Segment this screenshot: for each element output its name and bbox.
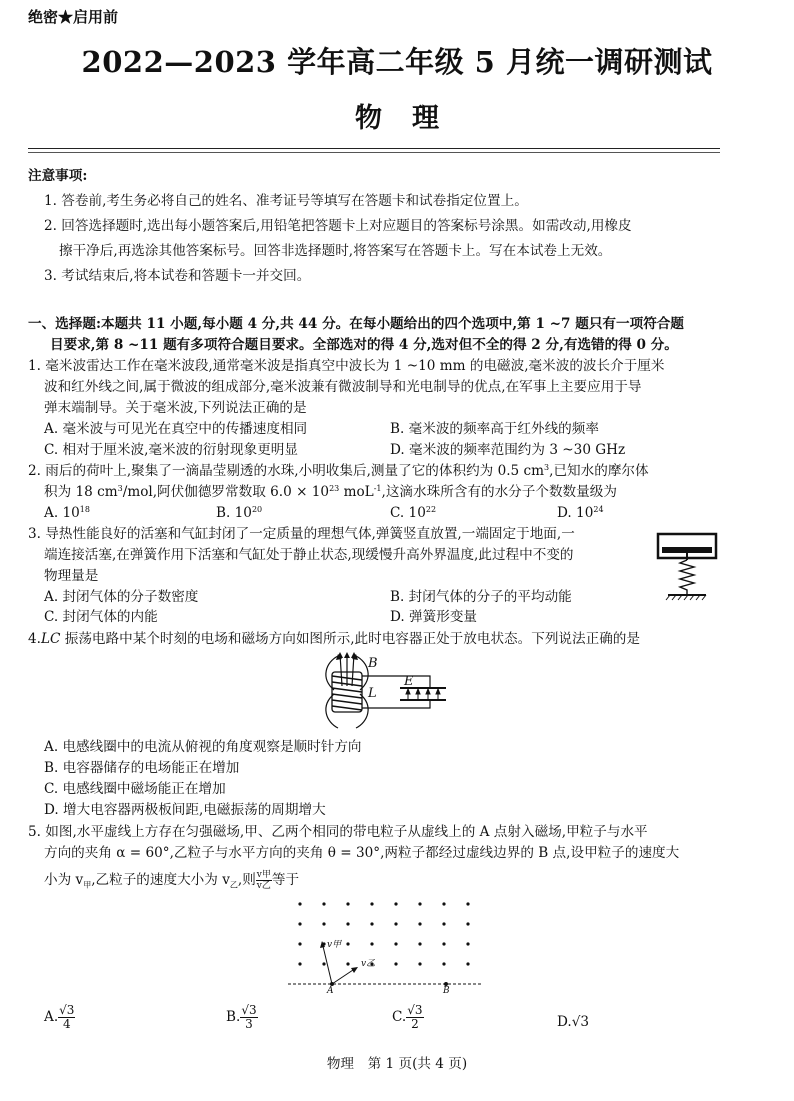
section-heading: 一、选择题:本题共 11 小题,每小题 4 分,共 44 分。在每小题给出的四个选项中,第 1 ~7 题只有一项符合题 [28, 316, 684, 332]
field-dot [418, 962, 421, 965]
question-3-text: 3. 导热性能良好的活塞和气缸封闭了一定质量的理想气体,弹簧竖直放置,一端固定于地面,一 [28, 526, 575, 542]
question-4-option-a: A. 电感线圈中的电流从俯视的角度观察是顺时针方向 [44, 739, 362, 755]
field-dot [370, 902, 373, 905]
label-v-yi: v乙 [361, 959, 376, 969]
field-dot [394, 922, 397, 925]
header-divider [28, 148, 720, 149]
notice-item: 1. 答卷前,考生务必将自己的姓名、准考证号等填写在答题卡和试卷指定位置上。 [44, 193, 528, 209]
field-dot [466, 962, 469, 965]
label-point-b: B [443, 986, 450, 996]
question-2-text: 2. 雨后的荷叶上,聚集了一滴晶莹剔透的水珠,小明收集后,测量了它的体积约为 0.5 $cm^3$,已知水的摩尔体 [28, 463, 649, 479]
header-divider-thin [28, 152, 720, 153]
question-4-option-d: D. 增大电容器两极板间距,电磁振荡的周期增大 [44, 802, 326, 818]
field-dot [322, 922, 325, 925]
field-dot [418, 922, 421, 925]
field-dot [394, 902, 397, 905]
field-dot [418, 902, 421, 905]
field-dot [370, 922, 373, 925]
magnetic-field-figure [286, 896, 486, 1000]
question-5-text: 小为 $v_甲$,乙粒子的速度大小为 $v_乙$,则 $\frac{\text{v甲}}{\text{v乙}}$ 等于 [44, 870, 300, 891]
field-dot [394, 962, 397, 965]
field-dot [418, 942, 421, 945]
confidential-label: 绝密★启用前 [28, 8, 119, 26]
question-1-option-b: B. 毫米波的频率高于红外线的频率 [390, 421, 599, 437]
field-dot [346, 902, 349, 905]
notice-item: 2. 回答选择题时,选出每小题答案后,用铅笔把答题卡上对应题目的答案标号涂黑。如需改动,用橡皮 [44, 218, 632, 234]
question-5-option-b: B. $\frac{√3}{3}$ [226, 1003, 257, 1031]
field-dot [394, 942, 397, 945]
question-3-option-d: D. 弹簧形变量 [390, 609, 478, 625]
field-dot [466, 922, 469, 925]
question-5-option-c: C. $\frac{√3}{2}$ [392, 1003, 423, 1031]
field-dot [322, 962, 325, 965]
label-point-a: A [327, 986, 334, 996]
field-dot [298, 962, 301, 965]
question-3-text: 端连接活塞,在弹簧作用下活塞和气缸处于静止状态,现缓慢升高外界温度,此过程中不变的 [44, 547, 574, 563]
question-1-text: 波和红外线之间,属于微波的组成部分,毫米波兼有微波制导和光电制导的优点,在军事上主要应用于导 [44, 379, 642, 395]
field-dot [346, 922, 349, 925]
question-1-option-c: C. 相对于厘米波,毫米波的衍射现象更明显 [44, 442, 298, 458]
question-5-option-d: D.√3 [557, 1014, 590, 1030]
question-3-text: 物理量是 [44, 568, 99, 584]
question-1-option-a: A. 毫米波与可见光在真空中的传播速度相同 [44, 421, 308, 437]
field-dot [466, 902, 469, 905]
field-dot [322, 902, 325, 905]
field-dot [346, 962, 349, 965]
label-v-jia: v甲 [327, 940, 342, 950]
question-1-option-d: D. 毫米波的频率范围约为 3 ~30 GHz [390, 442, 626, 458]
field-dot [298, 902, 301, 905]
notice-item: 3. 考试结束后,将本试卷和答题卡一并交回。 [44, 268, 311, 284]
question-4-text: 4.LC 振荡电路中某个时刻的电场和磁场方向如图所示,此时电容器正处于放电状态。下列说法正确的是 [28, 631, 640, 647]
page-footer: 物理 第 1 页(共 4 页) [326, 1056, 468, 1072]
question-1-text: 1. 毫米波雷达工作在毫米波段,通常毫米波是指真空中波长为 1 ~10 mm 的电磁波,毫米波的波长介于厘米 [28, 358, 665, 374]
question-2-option-d: D. $10^{24}$ [557, 505, 604, 521]
field-dot [466, 942, 469, 945]
question-3-option-b: B. 封闭气体的分子的平均动能 [390, 589, 572, 605]
subject-title: 物理 [355, 103, 469, 134]
question-3-option-c: C. 封闭气体的内能 [44, 609, 158, 625]
field-dot [442, 962, 445, 965]
question-2-option-b: B. $10^{20}$ [216, 505, 263, 521]
field-dot [298, 942, 301, 945]
section-heading: 目要求,第 8 ~11 题有多项符合题目要求。全部选对的得 4 分,选对但不全的得 2 分,有选错的得 0 分。 [50, 337, 678, 353]
exam-title: 2022—2023 学年高二年级 5 月统一调研测试 [81, 45, 713, 79]
notice-heading: 注意事项: [28, 168, 88, 184]
question-5-text: 5. 如图,水平虚线上方存在匀强磁场,甲、乙两个相同的带电粒子从虚线上的 A 点射入磁场,甲粒子与水平 [28, 824, 648, 840]
piston-spring-figure [654, 530, 720, 602]
field-dot [370, 942, 373, 945]
question-5-text: 方向的夹角 α = 60°,乙粒子与水平方向的夹角 θ = 30°,两粒子都经过虚线边界的 B 点,设甲粒子的速度大 [44, 845, 680, 861]
question-5-option-a: A. $\frac{√3}{4}$ [44, 1003, 75, 1031]
label-b: B [368, 656, 378, 671]
field-dot [442, 902, 445, 905]
notice-item: 擦干净后,再选涂其他答案标号。回答非选择题时,将答案写在答题卡上。写在本试卷上无效。 [59, 243, 612, 259]
question-4-option-c: C. 电感线圈中磁场能正在增加 [44, 781, 226, 797]
question-2-text: 积为 18 $cm^3$/mol,阿伏伽德罗常数取 $6.0 \times 10^{23}$ moL$^{-1}$,这滴水珠所含有的水分子个数数量级为 [44, 484, 617, 500]
label-e: E [404, 674, 414, 689]
question-3-option-a: A. 封闭气体的分子数密度 [44, 589, 199, 605]
field-dot [346, 942, 349, 945]
question-4-option-b: B. 电容器储存的电场能正在增加 [44, 760, 240, 776]
field-dot [442, 942, 445, 945]
field-dot [298, 922, 301, 925]
field-dot [442, 922, 445, 925]
question-2-option-c: C. $10^{22}$ [390, 505, 437, 521]
question-1-text: 弹末端制导。关于毫米波,下列说法正确的是 [44, 400, 307, 416]
label-l: L [368, 686, 377, 701]
question-2-option-a: A. $10^{18}$ [44, 505, 90, 521]
lc-circuit-figure [316, 650, 456, 732]
